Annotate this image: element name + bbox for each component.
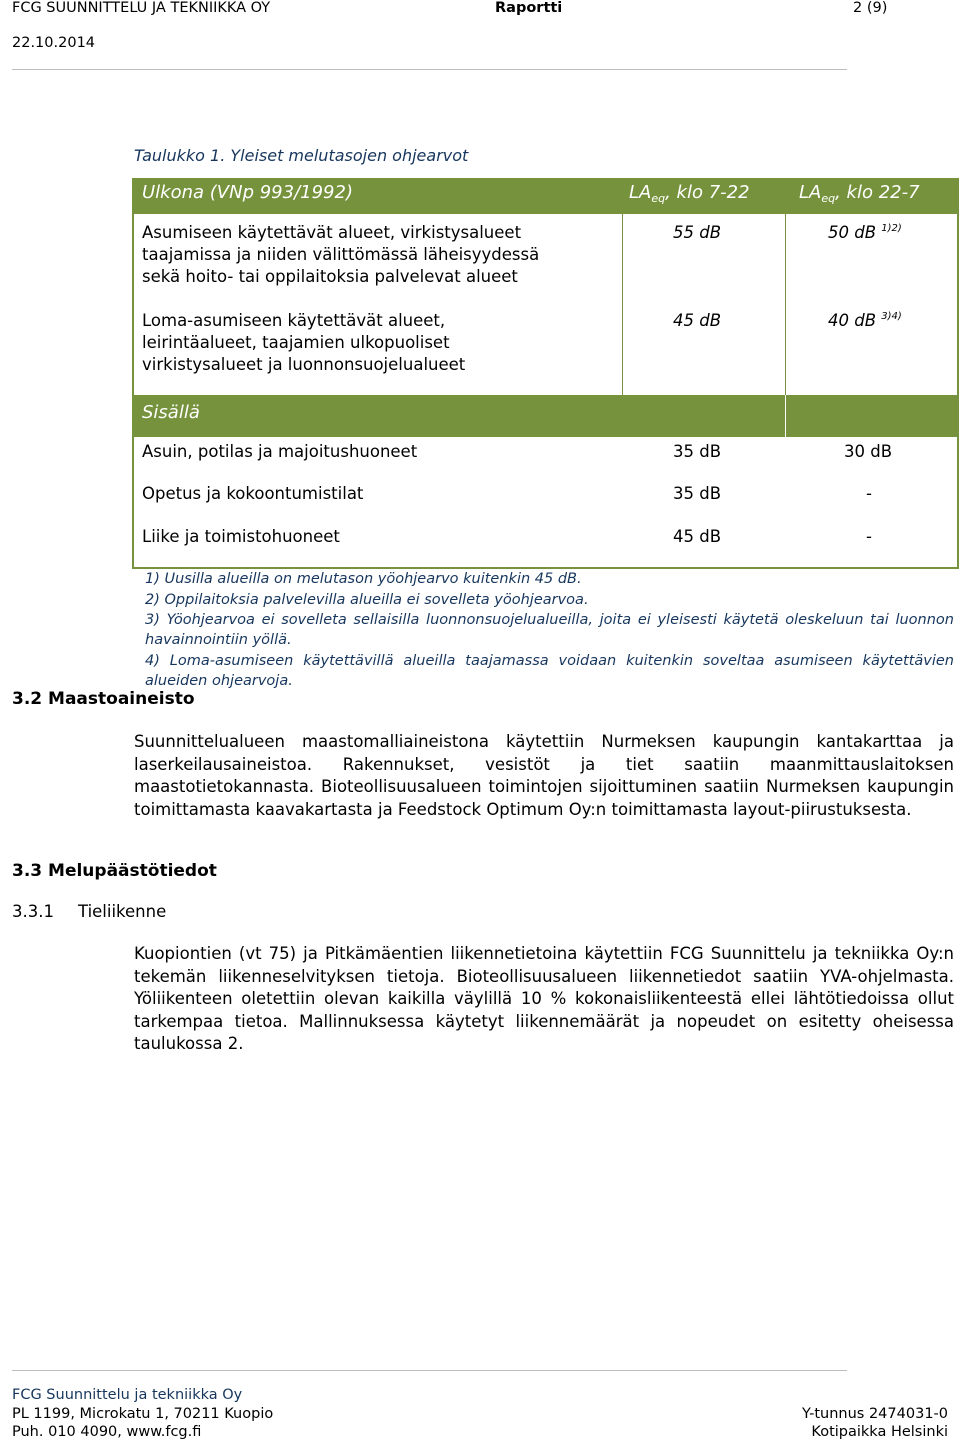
table-caption: Taulukko 1. Yleiset melutasojen ohjearvot <box>134 146 469 165</box>
table-row-label: Liike ja toimistohuoneet <box>142 527 340 546</box>
table-footnote: 3) Yöohjearvoa ei sovelleta sellaisilla luonnonsuojelualueilla, joita ei yleisesti käytetä oleskeluun tai luonnon havainnointiin yöllä. <box>145 612 954 648</box>
header-page-number: 2 (9) <box>853 0 888 16</box>
footer-domicile: Kotipaikka Helsinki <box>811 1424 948 1440</box>
table-row-label: Asumiseen käytettävät alueet, virkistysalueet taajamissa ja niiden välittömässä läheisyydessä sekä hoito- tai oppilaitoksia palvelevat alueet <box>142 223 540 286</box>
footer-rule <box>12 1370 847 1371</box>
footer-contact: Puh. 010 4090, www.fcg.fi <box>12 1424 202 1440</box>
night-value: - <box>866 484 872 503</box>
night-value: 30 dB <box>844 442 893 461</box>
section-heading: 3.2 Maastoaineisto <box>12 689 195 709</box>
table-footnote: 4) Loma-asumiseen käytettävillä alueilla taajamassa voidaan kuitenkin soveltaa asumiseen käytettävien alueiden ohjearvoja. <box>145 653 954 689</box>
noise-guideline-table <box>132 178 959 569</box>
night-value: - <box>866 527 872 546</box>
table-indoor-band <box>134 395 957 437</box>
table-row-label: Opetus ja kokoontumistilat <box>142 484 364 503</box>
column-divider <box>785 214 786 395</box>
header-date: 22.10.2014 <box>12 35 96 51</box>
day-value: 55 dB <box>673 223 722 242</box>
footer-address: PL 1199, Microkatu 1, 70211 Kuopio <box>12 1406 274 1422</box>
footer-business-id: Y-tunnus 2474031-0 <box>801 1406 948 1422</box>
section-heading: 3.3 Melupäästötiedot <box>12 861 217 881</box>
subsection-heading: Tieliikenne <box>78 902 167 921</box>
header-rule <box>12 69 847 70</box>
table-footnote: 1) Uusilla alueilla on melutason yöohjearvo kuitenkin 45 dB. <box>145 571 582 587</box>
table-row-label: Asuin, potilas ja majoitushuoneet <box>142 442 418 461</box>
subsection-number: 3.3.1 <box>12 902 54 921</box>
table-footnote: 2) Oppilaitoksia palvelevilla alueilla ei sovelleta yöohjearvoa. <box>145 592 589 608</box>
body-paragraph: Suunnittelualueen maastomalliaineistona käytettiin Nurmeksen kaupungin kantakarttaa ja laserkeilausaineistoa. Rakennukset, vesistöt ja tiet saatiin maanmittauslaitoksen maastotietokannasta. Bioteollisuusalueen toimintojen sijoittuminen saatiin Nurmeksen kaupungin toimittamasta kaavakartasta ja Feedstock Optimum Oy:n toimittamasta layout-piirustuksesta. <box>134 732 954 819</box>
column-divider <box>622 214 623 395</box>
day-value: 45 dB <box>673 311 722 330</box>
table-row-label: Loma-asumiseen käytettävät alueet, leirintäalueet, taajamien ulkopuoliset virkistysalueet ja luonnonsuojelualueet <box>142 311 466 374</box>
outdoor-section-title: Ulkona (VNp 993/1992) <box>142 182 353 203</box>
footer-company: FCG Suunnittelu ja tekniikka Oy <box>12 1387 243 1403</box>
column-header-night: $LA_{eq}$, klo 22-7 <box>799 182 920 205</box>
indoor-section-title: Sisällä <box>142 402 200 423</box>
column-header-day: $LA_{eq}$, klo 7-22 <box>629 182 750 205</box>
day-value: 35 dB <box>673 484 722 503</box>
day-value: 35 dB <box>673 442 722 461</box>
night-value: 40 dB $^{3)4)}$ <box>828 311 902 330</box>
column-divider <box>785 395 786 437</box>
day-value: 45 dB <box>673 527 722 546</box>
body-paragraph: Kuopiontien (vt 75) ja Pitkämäentien liikennetietoina käytettiin FCG Suunnittelu ja tekniikka Oy:n tekemän liikenneselvityksen tietoja. Bioteollisuusalueen liikennetiedot saatiin YVA-ohjelmasta. Yöliikenteen oletettiin olevan kaikilla väylillä 10 % kokonaisliikenteestä ellei lähtötiedoissa ollut tarkempaa tietoa. Mallinnuksessa käytetyt liikennemäärät ja nopeudet on esitetty oheisessa taulukossa 2. <box>134 944 954 1053</box>
header-doc-type: Raportti <box>495 0 563 16</box>
night-value: 50 dB $^{1)2)}$ <box>828 223 902 242</box>
header-company: FCG SUUNNITTELU JA TEKNIIKKA OY <box>12 0 271 16</box>
